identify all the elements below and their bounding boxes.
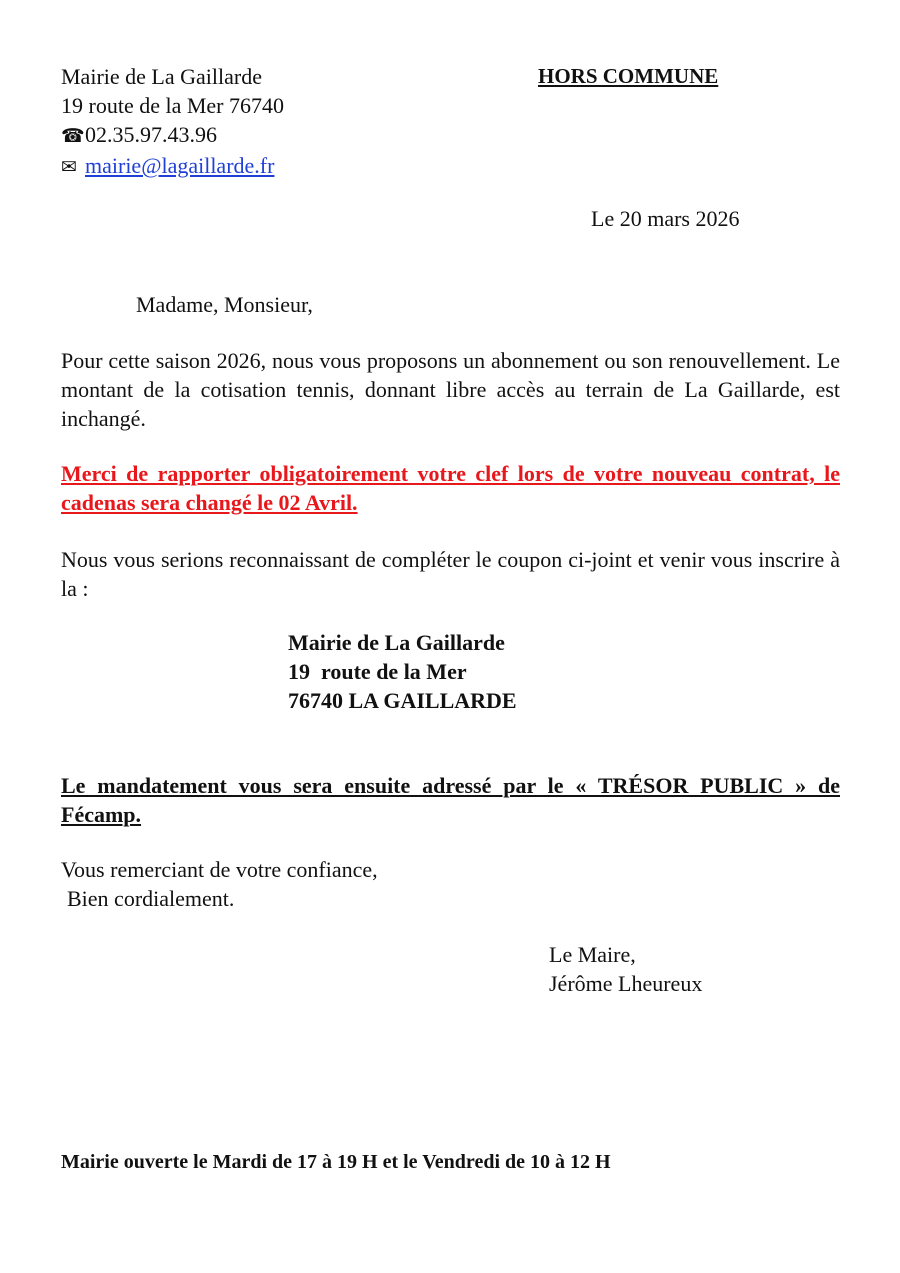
registration-address-line3: 76740 LA GAILLARDE — [288, 688, 517, 713]
sender-address: 19 route de la Mer 76740 — [61, 93, 284, 118]
registration-address-line2: 19 route de la Mer — [288, 659, 467, 684]
envelope-icon: ✉ — [61, 157, 77, 178]
coupon-paragraph: Nous vous serions reconnaissant de compléter le coupon ci-joint et venir vous inscrire à la : — [61, 547, 840, 601]
closing-line1: Vous remerciant de votre confiance, — [61, 857, 378, 882]
registration-address — [288, 628, 517, 715]
tresor-public-paragraph: Le mandatement vous sera ensuite adressé par le « TRÉSOR PUBLIC » de Fécamp. — [61, 773, 840, 827]
signature-title: Le Maire, — [549, 942, 636, 967]
telephone-icon: ☎ — [61, 126, 85, 147]
sender-phone-row — [61, 120, 284, 151]
signature-name: Jérôme Lheureux — [549, 971, 703, 996]
sender-phone: 02.35.97.43.96 — [85, 122, 217, 147]
closing-line2: Bien cordialement. — [67, 886, 235, 911]
opening-hours-footer: Mairie ouverte le Mardi de 17 à 19 H et le Vendredi de 10 à 12 H — [61, 1151, 611, 1173]
sender-email-link[interactable]: mairie@lagaillarde.fr — [85, 153, 275, 178]
signature-block — [549, 940, 702, 998]
intro-paragraph: Pour cette saison 2026, nous vous proposons un abonnement ou son renouvellement. Le montant de la cotisation tennis, donnant libre accès au terrain de La Gaillarde, est inchangé. — [61, 348, 840, 431]
sender-block — [61, 62, 284, 182]
salutation: Madame, Monsieur, — [136, 292, 313, 317]
key-return-warning: Merci de rapporter obligatoirement votre clef lors de votre nouveau contrat, le cadenas sera changé le 02 Avril. — [61, 461, 840, 515]
sender-email-row — [61, 151, 284, 182]
hors-commune-label: HORS COMMUNE — [538, 64, 719, 88]
closing-block — [61, 855, 378, 913]
letter-date: Le 20 mars 2026 — [591, 206, 740, 231]
registration-address-line1: Mairie de La Gaillarde — [288, 630, 505, 655]
sender-name: Mairie de La Gaillarde — [61, 64, 262, 89]
